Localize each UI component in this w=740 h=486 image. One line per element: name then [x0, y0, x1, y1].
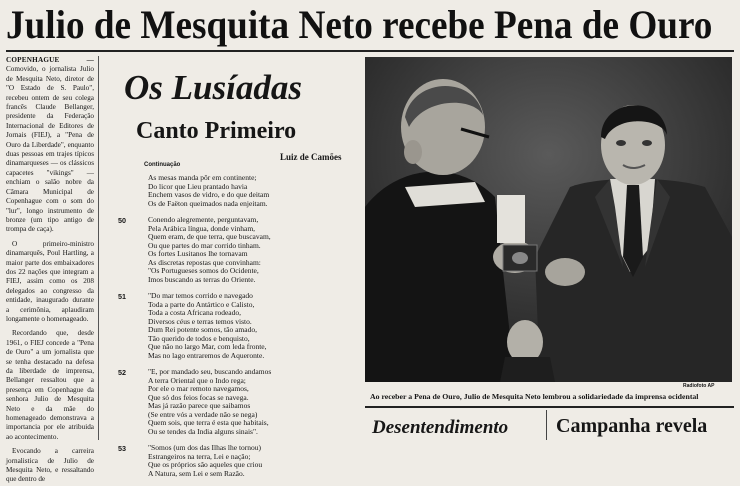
poem-line: As discretas repostas que convinham: [148, 257, 261, 267]
stanza-number: 50 [118, 216, 126, 225]
poem-stanza [104, 292, 356, 360]
bottom-headline-right: Campanha revela [556, 415, 708, 437]
poem-line: Estrangeiros na terra, Lei e nação; [148, 451, 251, 461]
poem-line: Mas já razão parece que saibamos [148, 401, 251, 410]
poem-stanza [104, 174, 356, 208]
poem-line: Que não no largo Mar, com leda fronte, [148, 342, 267, 351]
poem-author: Luiz de Camões [280, 152, 342, 162]
poem-line: Enchem vasos de vidro, e do que deitam [148, 190, 270, 199]
column-divider [98, 56, 99, 440]
poem-line: Quem sois, que terra é esta que habitais, [148, 418, 269, 427]
article-paragraph: COPENHAGUE — Comovido, o jornalista Julio de Mesquita Neto, diretor de "O Estado de S. Paulo", recebeu ontem de seu colega francês Claude Bellanger, presidente da Federação Internacional de Editores de Jornais (FIEJ), a "Pena de Ouro da Liberdade", enquanto duas pessoas em trajes típicos dinamarqueses — os clássicos capacetes "vikings" — enchiam o salão nobre da Câmara Municipal de Copenhague com o som do "lur", longo instrumento de bronze (um tipo antigo de trompa de caça). [6, 56, 94, 234]
poem-line: Toda a parte do Antártico e Calisto, [148, 299, 255, 309]
poem-stanza [104, 444, 356, 478]
poem-line: A Natura, sem Lei e sem Razão. [148, 468, 245, 478]
poem-line: "Os Portugueses somos do Ocidente, [148, 266, 259, 275]
poem-stanza [104, 216, 356, 284]
poem-line: Tão querido de todos e benquisto, [148, 333, 250, 343]
poem-subtitle: Canto Primeiro [136, 118, 297, 144]
photo-credit: Radiofoto AP [683, 383, 715, 389]
stanza-number: 53 [118, 444, 126, 453]
continuation-label: Continuação [144, 162, 181, 168]
article-dateline: COPENHAGUE — [6, 56, 94, 64]
poem-line: A terra Oriental que o Indo rega; [148, 375, 246, 385]
poem-line: "Do mar temos corrido e navegado [148, 291, 253, 300]
poem-line: Que os próprios são aqueles que criou [148, 460, 263, 469]
poem-line: As mesas manda pôr em continente; [148, 173, 257, 182]
photo-caption: Ao receber a Pena de Ouro, Julio de Mesquita Neto lembrou a solidariedade da imprensa ocidental [370, 392, 699, 401]
poem-line: (Se entre vós a verdade não se nega) [148, 409, 258, 419]
poem-line: Dum Rei potente somos, tão amado, [148, 325, 257, 334]
stanza-number: 51 [118, 292, 126, 301]
poem-line: Imos buscando as terras do Oriente. [148, 274, 256, 284]
poem-stanzas [104, 174, 356, 486]
poem-line: Conendo alegremente, perguntavam, [148, 215, 259, 224]
poem-title: Os Lusíadas [124, 68, 302, 107]
article-paragraph: O primeiro-ministro dinamarquês, Poul Hartling, a maior parte dos embaixadores dos 22 nações que integram a FIEJ, assim como os 208 delegados ao congresso da entidade, inaugurado durante a cerimônia, aplaudiram longamente o homenageado. [6, 239, 94, 323]
news-photo [365, 57, 732, 382]
poem-line: Os de Faëton queimados nada enjeitam. [148, 198, 268, 208]
poem-line: Diversos céus e terras temos visto. [148, 316, 252, 326]
poem-stanza [104, 368, 356, 436]
poem-line: Do licor que Lieu prantado havia [148, 181, 248, 191]
photo-illustration [365, 57, 732, 382]
poem-line: Quem eram, de que terra, que buscavam, [148, 232, 271, 241]
poem-line: Toda a costa Africana rodeado, [148, 308, 241, 317]
poem-line: "Somos (um dos das Ilhas lhe tornou) [148, 443, 262, 452]
bottom-rule [365, 406, 734, 408]
bottom-headline-left: Desentendimento [372, 417, 509, 438]
article-paragraph: Recordando que, desde 1961, o FIEJ concede a "Pena de Ouro" a um jornalista que se tenha destacado na defesa da liberdade de imprensa, Bellanger ressaltou que a presença em Copenhague da senhora Julio de Mesquita Neto e da mãe do homenageado demonstrava a importancia por ele atribuida ao acontecimento. [6, 329, 94, 441]
poem-line: "E, por mandado seu, buscando andamos [148, 367, 272, 376]
poem-line: Pela Arábica língua, donde vinham, [148, 223, 256, 233]
poem-line: Os fortes Lusitanos lhe tornavam [148, 249, 248, 258]
poem-line: Ou se tendes da India alguns sinais". [148, 426, 258, 436]
poem-line: Ou que partes do mar corrido tinham. [148, 240, 261, 250]
stanza-number: 52 [118, 368, 126, 377]
main-headline: Julio de Mesquita Neto recebe Pena de Ouro [6, 2, 713, 47]
poem-line: Mas no lago entraremos de Aqueronte. [148, 350, 265, 360]
article-paragraph: Evocando a carreira jornalistica de Julio de Mesquita Neto, e ressaltando que dentro de [6, 447, 94, 484]
left-article [6, 56, 94, 484]
poem-column [104, 56, 356, 478]
headline-rule [6, 50, 734, 52]
poem-line: Por ele o mar remoto navegamos, [148, 384, 249, 393]
bottom-divider [546, 410, 547, 440]
poem-line: Que só dos feios focas se navega. [148, 392, 249, 402]
